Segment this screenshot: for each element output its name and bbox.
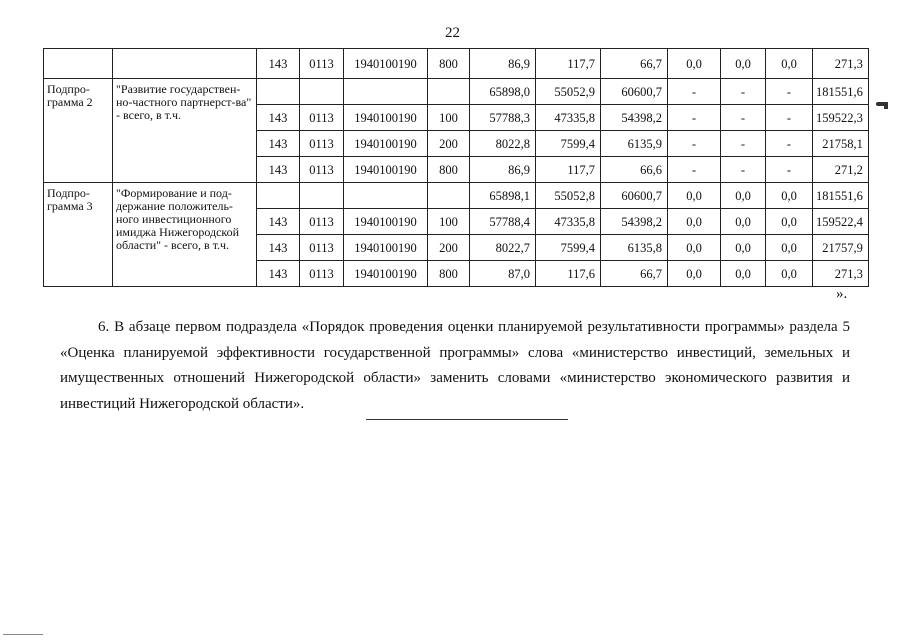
table-cell: 65898,0: [470, 79, 536, 105]
table-cell: 143: [257, 131, 300, 157]
table-cell: 143: [257, 157, 300, 183]
table-cell: 6135,8: [601, 235, 668, 261]
table-row: [44, 79, 869, 105]
table-cell: 65898,1: [470, 183, 536, 209]
table-cell: [344, 183, 428, 209]
table-row: [44, 49, 869, 79]
table-cell: 0113: [300, 49, 344, 79]
table-cell: 0,0: [721, 235, 766, 261]
table-cell: 21757,9: [813, 235, 869, 261]
table-cell: 200: [428, 131, 470, 157]
table-cell: 6135,9: [601, 131, 668, 157]
table-cell: 271,3: [813, 49, 869, 79]
table-cell: -: [721, 157, 766, 183]
table-cell: -: [721, 131, 766, 157]
table-cell: -: [668, 79, 721, 105]
subprogram-cell: [44, 49, 113, 79]
table-cell: 7599,4: [536, 131, 601, 157]
table-cell: 86,9: [470, 49, 536, 79]
table-cell: 0,0: [721, 261, 766, 287]
table-cell: 0,0: [766, 261, 813, 287]
table-cell: 117,7: [536, 49, 601, 79]
table-cell: 181551,6: [813, 79, 869, 105]
table-cell: -: [668, 105, 721, 131]
table-cell: 7599,4: [536, 235, 601, 261]
subprogram-name-cell: "Формирование и под-держание положитель-ного инвестиционного имиджа Нижегородской области" - всего, в т.ч.: [113, 183, 257, 287]
table-cell: 47335,8: [536, 209, 601, 235]
table-cell: 181551,6: [813, 183, 869, 209]
table-cell: 0,0: [766, 49, 813, 79]
table-cell: 1940100190: [344, 131, 428, 157]
table-cell: 143: [257, 261, 300, 287]
table-cell: 0,0: [668, 183, 721, 209]
table-cell: [300, 183, 344, 209]
table-body: [44, 49, 869, 287]
table-cell: 143: [257, 209, 300, 235]
table-cell: 117,6: [536, 261, 601, 287]
table-cell: 54398,2: [601, 105, 668, 131]
table-cell: -: [766, 105, 813, 131]
table-cell: 8022,7: [470, 235, 536, 261]
table-cell: 0113: [300, 131, 344, 157]
table-cell: -: [766, 131, 813, 157]
closing-quote: ».: [836, 286, 848, 302]
table-cell: 47335,8: [536, 105, 601, 131]
table-cell: 55052,8: [536, 183, 601, 209]
subprogram-cell: Подпро-грамма 2: [44, 79, 113, 183]
table-cell: 0,0: [721, 209, 766, 235]
table-row: [44, 183, 869, 209]
table-cell: 117,7: [536, 157, 601, 183]
table-cell: 1940100190: [344, 105, 428, 131]
scan-mark: [884, 102, 888, 109]
table-cell: 66,6: [601, 157, 668, 183]
table-cell: 21758,1: [813, 131, 869, 157]
table-cell: -: [766, 157, 813, 183]
table-cell: [257, 183, 300, 209]
table-cell: 57788,3: [470, 105, 536, 131]
table-cell: -: [668, 157, 721, 183]
table-cell: 0,0: [668, 235, 721, 261]
table-cell: 0113: [300, 209, 344, 235]
table-cell: 0,0: [766, 209, 813, 235]
table-cell: 143: [257, 235, 300, 261]
table-cell: 0,0: [766, 183, 813, 209]
table-cell: 271,3: [813, 261, 869, 287]
table-cell: 100: [428, 105, 470, 131]
amendment-paragraph: 6. В абзаце первом подраздела «Порядок проведения оценки планируемой результативности программы» раздела 5 «Оценка планируемой эффективности государственной программы» слова «министерство инвестиций, земельных и имущественных отношений Нижегородской области» заменить словами «министерство экономического развития и инвестиций Нижегородской области».: [60, 319, 850, 412]
table-cell: -: [721, 105, 766, 131]
table-cell: 1940100190: [344, 209, 428, 235]
table-cell: 800: [428, 157, 470, 183]
table-cell: 0,0: [721, 49, 766, 79]
table-cell: 0,0: [766, 235, 813, 261]
table-cell: 0,0: [668, 261, 721, 287]
table-cell: 200: [428, 235, 470, 261]
table-cell: 159522,3: [813, 105, 869, 131]
table-cell: [344, 79, 428, 105]
table-cell: 8022,8: [470, 131, 536, 157]
subprogram-name-cell: [113, 49, 257, 79]
table-cell: [428, 79, 470, 105]
scan-tick: [3, 634, 43, 635]
table-cell: 271,2: [813, 157, 869, 183]
table-cell: 159522,4: [813, 209, 869, 235]
table-cell: [428, 183, 470, 209]
table-cell: 66,7: [601, 261, 668, 287]
table-cell: 1940100190: [344, 49, 428, 79]
table-cell: 0113: [300, 105, 344, 131]
table-cell: 57788,4: [470, 209, 536, 235]
table-cell: 0113: [300, 235, 344, 261]
table-cell: 54398,2: [601, 209, 668, 235]
table-cell: 0,0: [721, 183, 766, 209]
table-cell: 100: [428, 209, 470, 235]
page-number: 22: [445, 25, 460, 41]
table-cell: 0,0: [668, 49, 721, 79]
subprogram-cell: Подпро-грамма 3: [44, 183, 113, 287]
table-cell: 66,7: [601, 49, 668, 79]
table-cell: 0113: [300, 157, 344, 183]
subprogram-name-cell: "Развитие государствен-но-частного партнерст-ва" - всего, в т.ч.: [113, 79, 257, 183]
separator-line: [366, 419, 568, 420]
table-cell: 1940100190: [344, 157, 428, 183]
table-cell: 800: [428, 49, 470, 79]
table-cell: 86,9: [470, 157, 536, 183]
table-cell: 143: [257, 105, 300, 131]
table-cell: 60600,7: [601, 183, 668, 209]
table-cell: -: [668, 131, 721, 157]
table-cell: [257, 79, 300, 105]
table-cell: 1940100190: [344, 235, 428, 261]
table-cell: 0,0: [668, 209, 721, 235]
table-cell: 143: [257, 49, 300, 79]
table-cell: 1940100190: [344, 261, 428, 287]
table-cell: 55052,9: [536, 79, 601, 105]
budget-table: [43, 48, 869, 287]
table-cell: 800: [428, 261, 470, 287]
table-cell: 0113: [300, 261, 344, 287]
table-cell: [300, 79, 344, 105]
table-cell: -: [721, 79, 766, 105]
table-cell: 60600,7: [601, 79, 668, 105]
table-cell: -: [766, 79, 813, 105]
table-cell: 87,0: [470, 261, 536, 287]
